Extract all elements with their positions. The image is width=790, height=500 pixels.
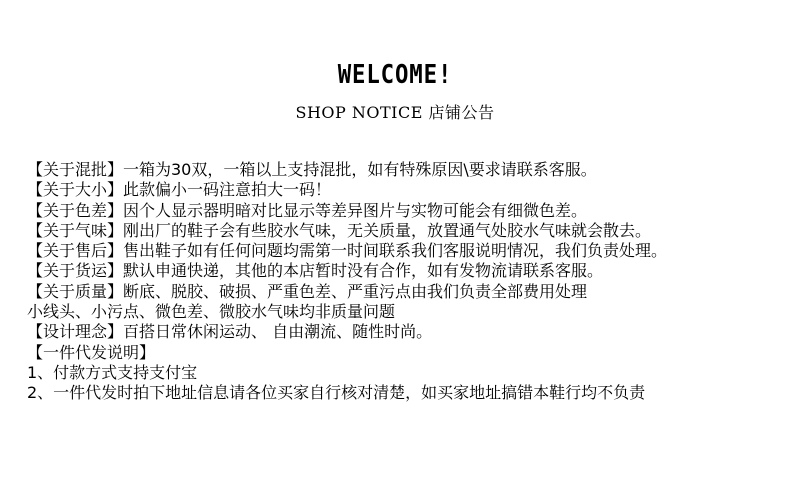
notice-list bbox=[27, 160, 787, 404]
notice-after-sales: 【关于售后】售出鞋子如有任何问题均需第一时间联系我们客服说明情况，我们负责处理。 bbox=[27, 241, 668, 261]
notice-dropship-heading: 【一件代发说明】 bbox=[27, 342, 156, 362]
notice-dropship-payment: 1、付款方式支持支付宝 bbox=[27, 362, 198, 382]
notice-mixed-batch: 【关于混批】一箱为30双，一箱以上支持混批，如有特殊原因\要求请联系客服。 bbox=[27, 160, 597, 179]
notice-smell: 【关于气味】刚出厂的鞋子会有些胶水气味，无关质量，放置通气处胶水气味就会散去。 bbox=[27, 220, 652, 240]
notice-design-concept: 【设计理念】百搭日常休闲运动、 自由潮流、随性时尚。 bbox=[27, 322, 433, 342]
notice-size: 【关于大小】此款偏小一码注意拍大一码！ bbox=[27, 180, 332, 200]
notice-quality-note: 小线头、小污点、微色差、微胶水气味均非质量问题 bbox=[27, 302, 396, 322]
notice-quality: 【关于质量】断底、脱胶、破损、严重色差、严重污点由我们负责全部费用处理 bbox=[27, 281, 588, 301]
notice-shipping: 【关于货运】默认申通快递，其他的本店暂时没有合作，如有发物流请联系客服。 bbox=[27, 261, 604, 281]
page-title: WELCOME! bbox=[337, 60, 453, 90]
notice-dropship-address: 2、一件代发时拍下地址信息请各位买家自行核对清楚，如买家地址搞错本鞋行均不负责 bbox=[27, 383, 646, 403]
notice-color-difference: 【关于色差】因个人显示器明暗对比显示等差异图片与实物可能会有细微色差。 bbox=[27, 200, 588, 220]
page-subtitle: SHOP NOTICE 店铺公告 bbox=[295, 103, 495, 122]
